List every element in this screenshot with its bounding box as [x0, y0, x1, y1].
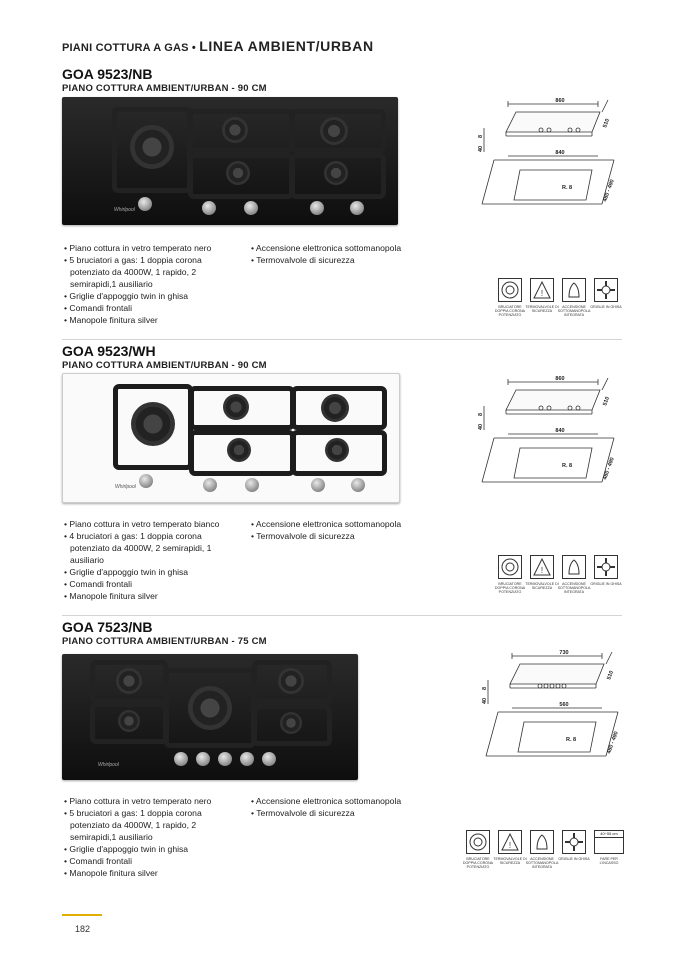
knob [350, 201, 364, 215]
icon-label: TERMOVALVOLE DI SICUREZZA [525, 582, 559, 591]
icon-label: TERMOVALVOLE DI SICUREZZA [493, 857, 527, 866]
page-number-bar [62, 914, 102, 916]
list-item: • Griglie d'appoggio twin in ghisa [62, 843, 242, 855]
dim-width: 730 [559, 650, 569, 656]
list-item: • 5 bruciatori a gas: 1 doppia corona potenziato da 4000W, 1 rapido, 2 semirapidi,1 ausiliario [62, 254, 242, 290]
burner [278, 668, 304, 694]
install-depth-icon [594, 830, 624, 854]
feature-icons [492, 555, 632, 603]
dim-height: 40 [482, 697, 488, 704]
list-item: • Termovalvole di sicurezza [249, 807, 439, 819]
list-item: • Manopole finitura silver [62, 590, 242, 602]
list-item: • Piano cottura in vetro temperato nero [62, 242, 242, 254]
feature-list-left [62, 518, 242, 602]
divider [62, 339, 622, 340]
dim-cut-width: 560 [559, 702, 569, 708]
knob [310, 201, 324, 215]
list-item: • Griglie d'appoggio twin in ghisa [62, 566, 242, 578]
list-item: • 5 bruciatori a gas: 1 doppia corona potenziato da 4000W, 1 rapido, 2 semirapidi,1 ausiliario [62, 807, 242, 843]
dim-depth: 510 [602, 117, 612, 129]
burner [223, 394, 249, 420]
product-image-hob [62, 373, 400, 503]
burner [320, 117, 348, 145]
svg-text:!: ! [540, 566, 544, 575]
product-code: GOA 9523/WH [62, 343, 156, 359]
icon-label: GRIGLIE IN GHISA [590, 305, 622, 309]
feature-list-right [249, 795, 439, 819]
icon-label: BRUCIATORE DOPPIA CORONA POTENZIATO [494, 305, 526, 318]
knob [244, 201, 258, 215]
safety-valve-icon [498, 830, 522, 854]
burner [321, 394, 349, 422]
knob [262, 752, 276, 766]
page-header [62, 38, 374, 54]
cast-iron-grate-icon [594, 555, 618, 579]
ignition-icon [562, 278, 586, 302]
knob [196, 752, 210, 766]
feature-icons [492, 278, 632, 326]
brand-logo: Whirlpool [114, 207, 135, 213]
feature-list-right [249, 518, 439, 542]
icon-label: GRIGLIE IN GHISA [558, 857, 590, 861]
dim-radius: R. 8 [562, 185, 573, 191]
burner [222, 117, 248, 143]
burner [325, 438, 349, 462]
dim-height-2: 8 [478, 134, 484, 138]
dim-cut-depth: 480 - 490 [602, 178, 616, 203]
list-item: • 4 bruciatori a gas: 1 doppia corona potenziato da 4000W, 2 semirapidi, 1 ausiliario [62, 530, 242, 566]
list-item: • Piano cottura in vetro temperato bianco [62, 518, 242, 530]
ignition-icon [530, 830, 554, 854]
list-item: • Griglie d'appoggio twin in ghisa [62, 290, 242, 302]
icon-label: ACCENSIONE SOTTOMANOPOLA INTEGRATA [557, 305, 591, 318]
dim-width: 860 [555, 98, 565, 104]
knob [174, 752, 188, 766]
burner [116, 668, 142, 694]
knob [351, 478, 365, 492]
knob [138, 197, 152, 211]
dimension-diagram [474, 92, 624, 212]
page-number: 182 [75, 924, 91, 934]
list-item: • Comandi frontali [62, 855, 242, 867]
product-code: GOA 9523/NB [62, 66, 153, 82]
product-image-hob [62, 97, 398, 225]
double-crown-burner-icon [498, 555, 522, 579]
svg-text:!: ! [540, 289, 544, 298]
list-item: • Accensione elettronica sottomanopola [249, 518, 439, 530]
dim-depth: 510 [606, 669, 616, 681]
ignition-icon [562, 555, 586, 579]
dim-radius: R. 8 [562, 463, 573, 469]
icon-label: TERMOVALVOLE DI SICUREZZA [525, 305, 559, 314]
icon-label: ACCENSIONE SOTTOMANOPOLA INTEGRATA [557, 582, 591, 595]
icon-label: ACCENSIONE SOTTOMANOPOLA INTEGRATA [525, 857, 559, 870]
burner [227, 438, 251, 462]
dim-height: 40 [478, 423, 484, 430]
burner [130, 125, 174, 169]
product-subtitle: PIANO COTTURA AMBIENT/URBAN - 90 CM [62, 360, 267, 371]
list-item: • Manopole finitura silver [62, 867, 242, 879]
dimension-diagram [478, 644, 628, 764]
knob [202, 201, 216, 215]
knob [311, 478, 325, 492]
knob [245, 478, 259, 492]
feature-icons [460, 830, 636, 878]
safety-valve-icon [530, 555, 554, 579]
burner [280, 712, 302, 734]
icon-label: BRUCIATORE DOPPIA CORONA POTENZIATO [494, 582, 526, 595]
icon-label: GRIGLIE IN GHISA [590, 582, 622, 586]
dim-cut-width: 840 [555, 428, 565, 434]
svg-text:!: ! [508, 841, 512, 850]
dimension-diagram [474, 370, 624, 490]
burner [188, 686, 232, 730]
header-title: LINEA AMBIENT/URBAN [199, 38, 374, 54]
knob [203, 478, 217, 492]
knob [218, 752, 232, 766]
dim-cut-depth: 480 - 490 [606, 730, 620, 755]
product-subtitle: PIANO COTTURA AMBIENT/URBAN - 90 CM [62, 83, 267, 94]
list-item: • Comandi frontali [62, 578, 242, 590]
safety-valve-icon [530, 278, 554, 302]
list-item: • Accensione elettronica sottomanopola [249, 242, 439, 254]
knob [139, 474, 153, 488]
double-crown-burner-icon [466, 830, 490, 854]
burner [226, 161, 250, 185]
brand-logo: Whirlpool [98, 762, 119, 768]
divider [62, 615, 622, 616]
product-image-hob [62, 654, 358, 780]
burner [118, 710, 140, 732]
double-crown-burner-icon [498, 278, 522, 302]
dim-radius: R. 8 [566, 737, 577, 743]
list-item: • Comandi frontali [62, 302, 242, 314]
dim-cut-width: 840 [555, 150, 565, 156]
list-item: • Piano cottura in vetro temperato nero [62, 795, 242, 807]
icon-label: FARE PER L'INCASSO [599, 857, 619, 866]
dim-height-2: 8 [482, 686, 488, 690]
brand-logo: Whirlpool [115, 484, 136, 490]
list-item: • Accensione elettronica sottomanopola [249, 795, 439, 807]
product-subtitle: PIANO COTTURA AMBIENT/URBAN - 75 CM [62, 636, 267, 647]
dim-height: 40 [478, 145, 484, 152]
icon-label: BRUCIATORE DOPPIA CORONA POTENZIATO [462, 857, 494, 870]
dim-depth: 510 [602, 395, 612, 407]
product-code: GOA 7523/NB [62, 619, 153, 635]
list-item: • Termovalvole di sicurezza [249, 530, 439, 542]
dim-height-2: 8 [478, 412, 484, 416]
cast-iron-grate-icon [594, 278, 618, 302]
install-badge: 40÷55 cm [595, 831, 623, 838]
knob [240, 752, 254, 766]
header-prefix: PIANI COTTURA A GAS • [62, 42, 196, 54]
list-item: • Manopole finitura silver [62, 314, 242, 326]
feature-list-left [62, 795, 242, 879]
feature-list-right [249, 242, 439, 266]
feature-list-left [62, 242, 242, 326]
dim-width: 860 [555, 376, 565, 382]
burner [324, 161, 348, 185]
burner [131, 402, 175, 446]
list-item: • Termovalvole di sicurezza [249, 254, 439, 266]
dim-cut-depth: 480 - 490 [602, 456, 616, 481]
cast-iron-grate-icon [562, 830, 586, 854]
